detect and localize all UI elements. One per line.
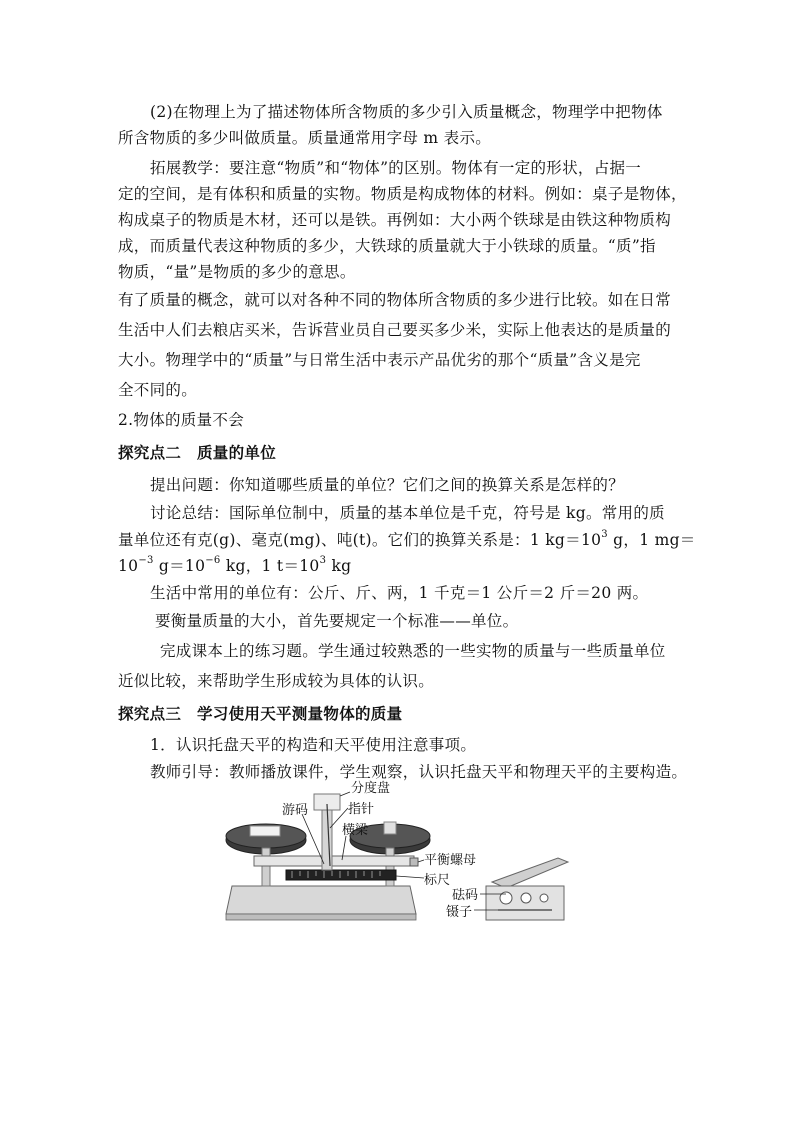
text-line: 1．认识托盘天平的构造和天平使用注意事项。 [150,736,477,754]
text-line: 定的空间，是有体积和质量的实物。物质是构成物体的材料。例如：桌子是物体， [118,185,687,203]
weight-piece [521,893,531,903]
left-pan-post [262,848,270,886]
weight-piece [540,894,548,902]
balance-diagram [214,778,574,928]
unit-text: 10 [118,557,139,575]
text-line: 所含物质的多少叫做质量。质量通常用字母 m 表示。 [118,129,492,147]
label-dial: 分度盘 [351,781,391,796]
text-line: 全不同的。 [118,381,198,399]
center-column [322,808,332,870]
unit-text: g＝10 [153,557,206,575]
text-line: 物质，“量”是物质的多少的意思。 [118,263,356,281]
text-line: 构成桌子的物质是木材，还可以是铁。再例如：大小两个铁球是由铁这种物质构 [118,211,672,229]
text-line: 有了质量的概念，就可以对各种不同的物体所含物质的多少进行比较。如在日常 [118,291,672,309]
text-line: 教师引导：教师播放课件，学生观察，认识托盘天平和物理天平的主要构造。 [150,763,688,781]
text-line: 生活中常用的单位有：公斤、斤、两，1 千克＝1 公斤＝2 斤＝20 两。 [150,584,649,602]
text-line: 成，而质量代表这种物质的多少，大铁球的质量就大于小铁球的质量。“质”指 [118,237,656,255]
unit-text: kg，1 t＝10 [220,557,320,575]
scale-ruler [286,870,396,880]
section-heading: 探究点二 质量的单位 [118,444,277,462]
weight-box-lid [492,858,568,888]
text-line: 要衡量质量的大小，首先要规定一个标准——单位。 [155,612,519,630]
unit-exponent: 3 [319,555,327,566]
unit-text: g，1 mg＝ [607,531,696,549]
text-line: 近似比较，来帮助学生形成较为具体的认识。 [118,672,435,690]
label-beam: 横梁 [342,823,369,838]
label-tweezers: 镊子 [446,905,473,920]
text-line: 讨论总结：国际单位制中，质量的基本单位是千克，符号是 kg。常用的质 [150,504,665,522]
balance-base [226,886,416,914]
text-line: 提出问题：你知道哪些质量的单位？它们之间的换算关系是怎样的？ [150,476,625,494]
object-block [250,826,280,836]
label-pointer: 指针 [348,802,375,817]
unit-text: kg [326,557,352,575]
weight-on-pan [384,822,396,834]
unit-exponent: −6 [205,555,221,566]
text-line: 生活中人们去粮店买米，告诉营业员自己要买多少米，实际上他表达的是质量的 [118,321,672,339]
text-line: 完成课本上的练习题。学生通过较熟悉的一些实物的质量与一些质量单位 [160,642,666,660]
text-line: 拓展教学：要注意“物质”和“物体”的区别。物体有一定的形状，占据一 [150,159,642,177]
balance-nut [410,858,418,866]
label-weights: 砝码 [452,888,479,903]
beam [254,856,414,866]
section-heading: 探究点三 学习使用天平测量物体的质量 [118,705,403,723]
unit-conversion-line [118,556,351,576]
unit-text: 量单位还有克(g)、毫克(mg)、吨(t)。它们的换算关系是：1 kg＝10 [118,531,602,549]
text-line: (2)在物理上为了描述物体所含物质的多少引入质量概念，物理学中把物体 [150,103,663,121]
text-line: 2.物体的质量不会 [118,411,244,429]
text-line: 大小。物理学中的“质量”与日常生活中表示产品优劣的那个“质量”含义是完 [118,351,641,369]
unit-exponent: 3 [601,529,608,540]
unit-exponent: −3 [138,555,154,566]
label-balance-nut: 平衡螺母 [424,853,477,868]
balance-base-edge [226,914,416,920]
label-scale: 标尺 [424,873,451,888]
label-rider: 游码 [282,803,309,818]
unit-conversion-line [118,530,696,550]
